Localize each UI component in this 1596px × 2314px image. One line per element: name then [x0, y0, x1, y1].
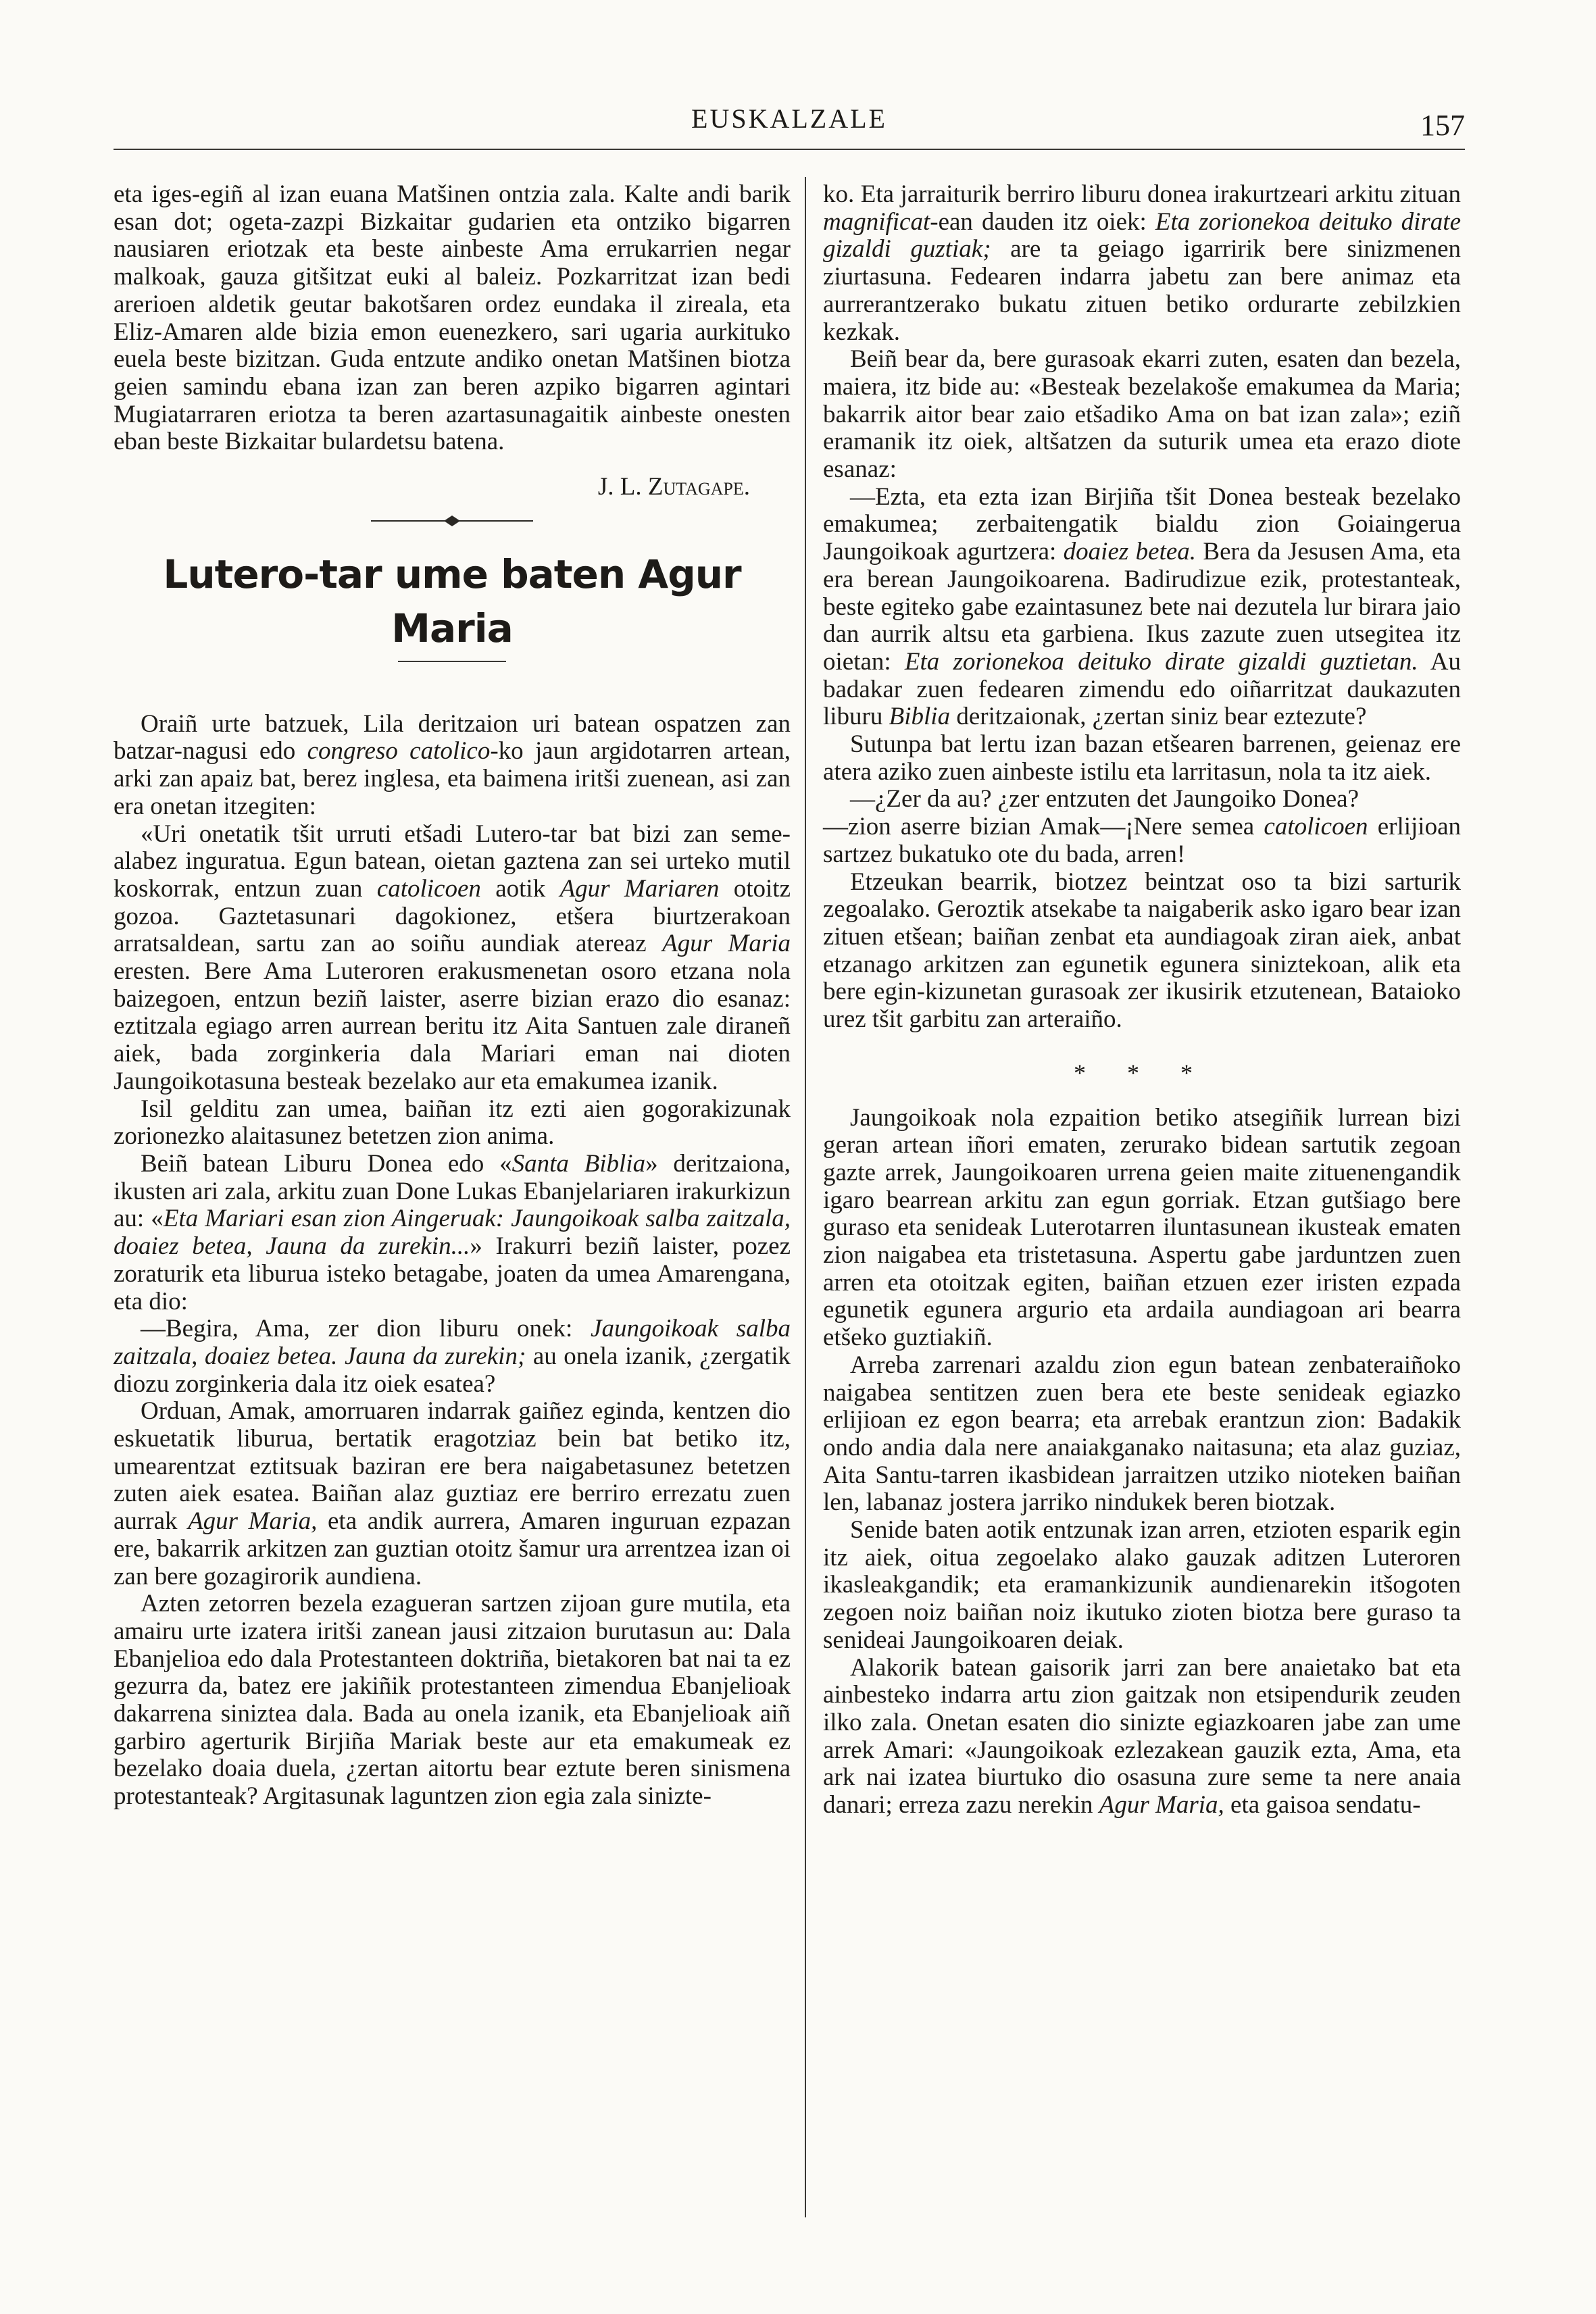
column-divider — [805, 177, 806, 2217]
body-paragraph: Sutunpa bat lertu izan bazan etšearen barrenen, geienaz ere atera aziko zuen ainbeste istilu eta larritasun, nola ta itz aiek. — [823, 730, 1461, 786]
body-paragraph: Beiñ bear da, bere gurasoak ekarri zuten, esaten dan bezela, maiera, itz bide au: «Besteak bezelakoše emakumea da Maria; bakarrik aitor bear zaio etšadiko Ama on bat izan zala»; eziñ eramanik itz oiek, altšatzen da suturik umea eta erazo diote esanaz: — [823, 345, 1461, 484]
right-column — [823, 181, 1461, 1819]
signature-text: J. L. Zutagape. — [597, 473, 750, 501]
body-paragraph: Arreba zarrenari azaldu zion egun batean zenbateraiñoko naigabea sentitzen zuen bera ete beste senideak egiazko erlijioan ez egon bearra; eta arrebak erantzun zion: Badakik ondo andia dala nere anaiakganako naitasuna; eta alaz guziaz, Aita Santu-tarren ikasbidean jarraitzen utziko nioteken baiñan len, labanaz jostera jarriko nindukek beren biotzak. — [823, 1351, 1461, 1517]
journal-title: EUSKALZALE — [691, 103, 887, 134]
article-title: Lutero-tar ume baten Agur Maria — [163, 551, 741, 651]
body-paragraph: «Uri onetatik tšit urruti etšadi Lutero-tar bat bizi zan seme-alabez inguratua. Egun batean, oietan gaztena zan sei urteko mutil koskorrak, entzun zuan catolicoen aotik Agur Mariaren otoitz gozoa. Gaztetasunari dagokionez, etšera biurtzerakoan arratsaldean, sartu zan ao soiñu aundiak atereaz Agur Maria eresten. Bere Ama Luteroren erakusmenetan osoro etzana nola baizegoen, entzun beziñ laister, aserre bizian erazo dio esanaz: eztitzala egiago arren aurrean beritu itz Aita Santuen zale diraneñ aiek, bada zorginkeria dala Mariari eman nai dioten Jaungoikotasuna besteak bezelako aur eta emakumea izanik. — [114, 820, 791, 1095]
body-paragraph: —Begira, Ama, zer dion liburu onek: Jaungoikoak salba zaitzala, doaiez betea. Jauna da zurekin; au onela izanik, ¿zergatik diozu zorginkeria dala itz oiek esatea? — [114, 1315, 791, 1398]
fleuron-ornament-icon — [364, 513, 540, 528]
body-paragraph: Isil gelditu zan umea, baiñan itz ezti aien gogorakizunak zorionezko alaitasunez betetzen zion anima. — [114, 1095, 791, 1151]
body-paragraph: —Ezta, eta ezta izan Birjiña tšit Donea besteak bezelako emakumea; zerbaitengatik bialdu zion Goiaingerua Jaungoikoak agurtzera: doaiez betea. Bera da Jesusen Ama, eta era berean Jaungoikoarena. Badirudizue ezik, protestanteak, beste egiteko gabe ezaintasunez bete nai dezutela lur birara jaio dan aurrik altsu eta garbiena. Ikus zazute zuen utsegitea itz oietan: Eta zorionekoa deituko dirate gizaldi guztietan. Au badakar zuen fedearen zimendu edo oiñarritzat daukazuten liburu Biblia deritzaionak, ¿zertan siniz bear eztezute? — [823, 482, 1462, 731]
section-break-asterisks: * * * — [1074, 1059, 1210, 1086]
body-paragraph: Azten zetorren bezela ezagueran sartzen zijoan gure mutila, eta amairu urte izatera iritši zanean jausi zitzaion burutasun au: Dala Ebanjelioa edo dala Protestanteen doktriña, bietakoren bat nai ta ez gezurra da, batez ere jakiñik protestanteen zimendua Ebanjelioak dakarrena siniztea dala. Bada au onela izanik, eta Ebanjelioak aiñ garbiro agerturik Birjiña Mariak beste aur eta emakumeak ez bezelako doaia duela, ¿zertan aitortu bear eztute beren sinismena protestanteak? Argitasunak laguntzen zion egia zala sinizte- — [114, 1590, 791, 1811]
body-paragraph: Etzeukan bearrik, biotzez beintzat oso ta bizi sarturik zegoalako. Geroztik atsekabe ta naigaberik asko igaro bear izan zituen etšean; baiñan zenbat eta aundiagoak ziran aiek, anbat etzanago arkitzen zan egunetik egunera siniztekoan, alik eta bere egin-kizunetan gurasoak zer ikusirik etzutenean, Bataioko urez tšit garbitu zan arteraiño. — [823, 867, 1461, 1034]
body-paragraph: ko. Eta jarraiturik berriro liburu donea irakurtzeari arkitu zituan magnificat-ean dauden itz oiek: Eta zorionekoa deituko dirate gizaldi guztiak; are ta geiago igarririk bere sinizmenen ziurtasuna. Fedearen indarra jabetu zan bere animaz eta aurrerantzerako bukatu zituen betiko ordurarte zebilzkien kezkak. — [823, 180, 1461, 346]
body-paragraph: —zion aserre bizian Amak—¡Nere semea catolicoen erlijioan sartzez bukatuko ote du bada, arren! — [823, 813, 1461, 868]
intro-paragraph: eta iges-egiñ al izan euana Matšinen ontzia zala. Kalte andi barik esan dot; ogeta-zazpi Bizkaitar gudarien eta ontziko bigarren nausiaren eriotzak eta beste ainbeste Ama errukarrien negar malkoak, gauza gitšitzat euki al baleiz. Pozkarritzat izan bedi arerioen aldetik geutar bakotšaren ordez eundaka il zireala, eta Eliz-Amaren alde bizia emon euenezkero, sari ugaria aurkituko euela beste bizitzan. Guda entzute andiko onetan Matšinen biotza geien samindu ebana izan zan beren azpiko bigarren agintari Mugiatarraren eriotza ta beren azartasunagaitik ainbeste onesten eban beste Bizkaitar bulardetsu batena. — [114, 180, 791, 456]
body-paragraph: Senide baten aotik entzunak izan arren, etzioten esparik egin itz aiek, oitua zegoelako alako gauzak aditzen Luteroren ikasleakgandik; eta eramankizunik aundienarekin itšogoten zegoen noiz baiñan noiz ikutuko zioten biotza bere guraso ta senideai Jaungoikoaren deiak. — [823, 1516, 1461, 1654]
left-column — [114, 181, 791, 1811]
author-signature — [114, 474, 750, 501]
body-paragraph: Oraiñ urte batzuek, Lila deritzaion uri batean ospatzen zan batzar-nagusi edo congreso catolico-ko jaun argidotarren artean, arki zan apaiz bat, berez inglesa, eta baimena iritši zuenean, asi zan era onetan itzegiten: — [114, 709, 791, 820]
body-paragraph: Alakorik batean gaisorik jarri zan bere anaietako bat eta ainbesteko indarra artu zion gaitzak non etsipendurik zeuden ilko zala. Onetan esaten dio sinizte egiazkoaren jabe zan ume arrek Amari: «Jaungoikoak ezlezakean gauzik ezta, Ama, eta ark nai izatea biurtuko dio osasuna zure seme ta nere anaia danari; erreza zazu nerekin Agur Maria, eta gaisoa sendatu- — [823, 1653, 1461, 1819]
page-number: 157 — [1420, 109, 1465, 142]
body-paragraph: —¿Zer da au? ¿zer entzuten det Jaungoiko Donea? — [850, 785, 1359, 813]
body-paragraph: Orduan, Amak, amorruaren indarrak gaiñez eginda, kentzen dio eskuetatik liburua, bertatik eragotziaz bein bat betiko itz, umearentzat eztitsuak baziran ere bera naigabetasunez betetzen zuten aiek esatea. Baiñan alaz guztiaz ere berriro errezatu zuen aurrak Agur Maria, eta andik aurrera, Amaren inguruan ezpazan ere, bakarrik arkitzen zan guztian otoitz šamur ura arrentzea izan oi zan bere gozagirorik aundiena. — [114, 1397, 791, 1590]
body-paragraph: Jaungoikoak nola ezpaition betiko atsegiñik lurrean bizi geran artean iñori ematen, zerurako bidean sartutik zegoan gazte arrek, Jaungoikoaren urrena geien maite zituenengandik igaro bearrean arkitu zan egun gorriak. Etzan gutšiago bere guraso eta senideak Luterotarren iluntasunean ikusteak ematen zion naigabea eta tristetasuna. Aspertu gabe jarduntzen zuen arren eta otoitzak egiten, baiñan etzuen ezer iristen ezpada egunetik egunera argurio eta ardaila aundiagoan ari bearra etšeko guztiakiñ. — [823, 1103, 1461, 1352]
body-paragraph: Beiñ batean Liburu Donea edo «Santa Biblia» deritzaiona, ikusten ari zala, arkitu zuan Done Lukas Ebanjelariaren irakurkizun au: «Eta Mariari esan zion Aingeruak: Jaungoikoak salba zaitzala, doaiez betea, Jauna da zurekin...» Irakurri beziñ laister, pozez zoraturik eta liburua isteko betagabe, joaten da umea Amarengana, eta dio: — [114, 1149, 791, 1315]
running-head — [114, 101, 1465, 150]
title-underline — [398, 661, 506, 662]
